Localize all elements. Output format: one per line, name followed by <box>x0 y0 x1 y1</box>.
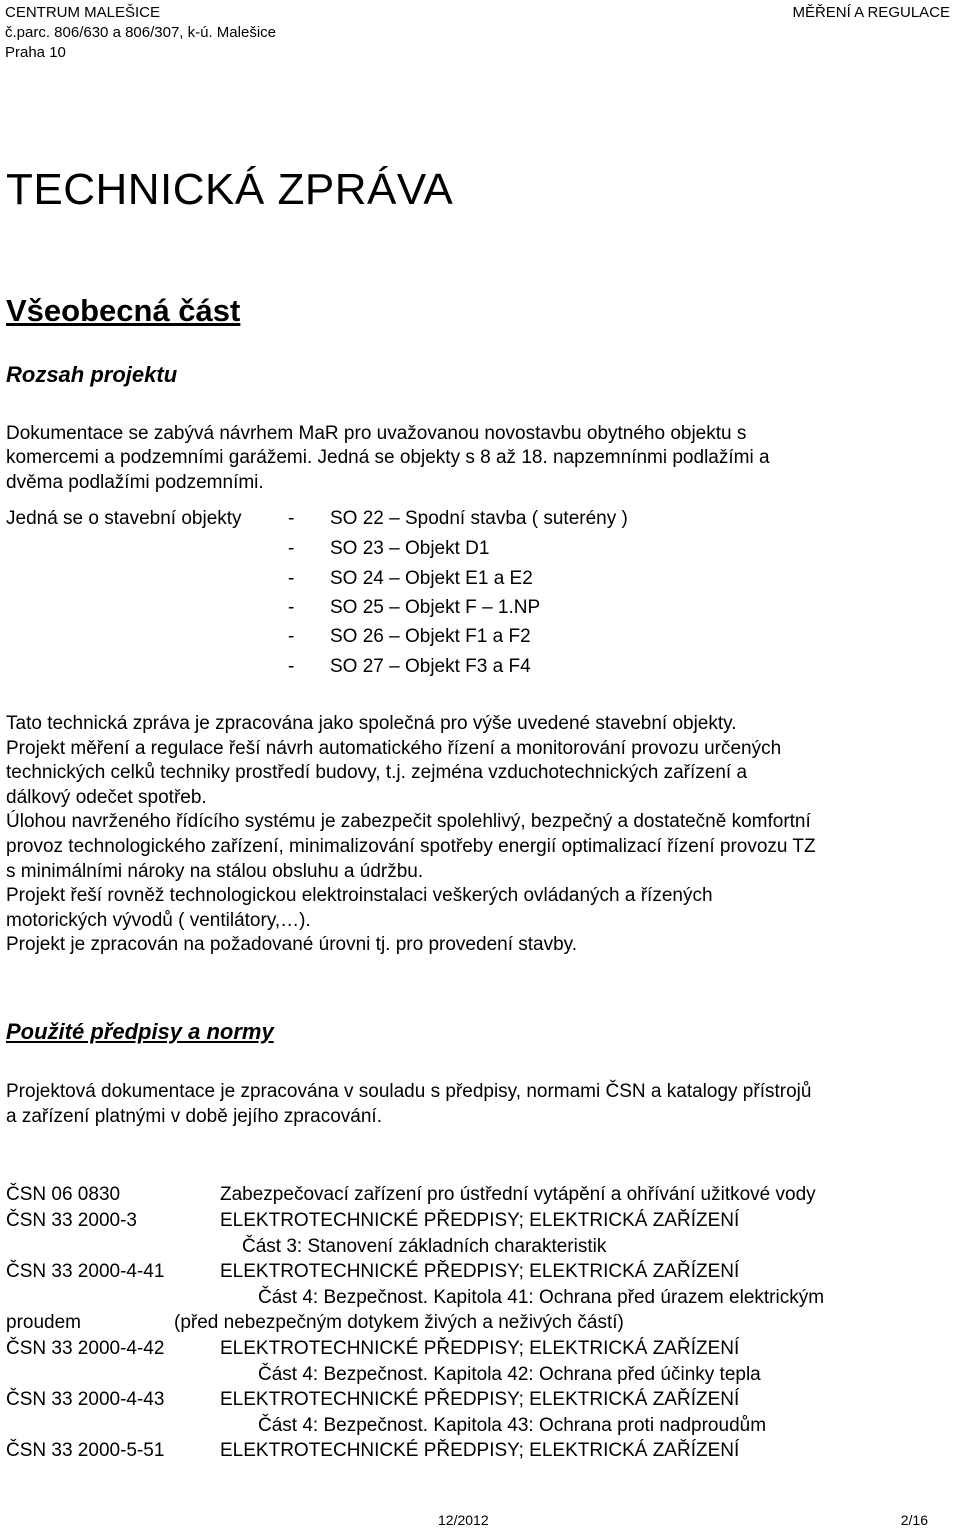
list-item <box>288 508 688 532</box>
object-label: SO 23 – Objekt D1 <box>330 538 490 559</box>
body-line: dálkový odečet spotřeb. <box>6 786 207 808</box>
standard-detail-continuation: proudem <box>6 1312 81 1333</box>
object-label: SO 27 – Objekt F3 a F4 <box>330 656 531 677</box>
standard-code: ČSN 33 2000-3 <box>6 1210 137 1231</box>
page-number: 2/16 <box>900 1512 928 1528</box>
list-dash: - <box>288 656 295 677</box>
standard-detail: Část 4: Bezpečnost. Kapitola 41: Ochrana před úrazem elektrickým <box>258 1287 825 1308</box>
body-line: motorických vývodů ( ventilátory,…). <box>6 909 311 931</box>
object-label: SO 26 – Objekt F1 a F2 <box>330 626 531 647</box>
list-item <box>288 597 688 621</box>
list-dash: - <box>288 626 295 647</box>
standard-title: ELEKTROTECHNICKÉ PŘEDPISY; ELEKTRICKÁ ZAŘÍZENÍ <box>220 1440 740 1461</box>
standard-code: ČSN 33 2000-4-43 <box>6 1389 165 1410</box>
scope-intro-line: Dokumentace se zabývá návrhem MaR pro uvažovanou novostavbu obytného objektu s <box>6 423 747 444</box>
list-dash: - <box>288 508 295 529</box>
list-dash: - <box>288 597 295 618</box>
footer-date: 12/2012 <box>438 1512 489 1528</box>
object-label: SO 24 – Objekt E1 a E2 <box>330 568 533 589</box>
scope-intro-line: dvěma podlažími podzemními. <box>6 472 264 493</box>
scope-heading: Rozsah projektu <box>6 362 178 387</box>
header-city: Praha 10 <box>5 44 66 61</box>
scope-body <box>6 712 816 958</box>
list-item <box>288 538 688 562</box>
standard-title: ELEKTROTECHNICKÉ PŘEDPISY; ELEKTRICKÁ ZAŘÍZENÍ <box>220 1261 740 1282</box>
body-line: Tato technická zpráva je zpracována jako společná pro výše uvedené stavební objekty. <box>6 713 737 734</box>
body-line: technických celků techniky prostředí budovy, t.j. zejména vzduchotechnických zařízení a <box>6 762 748 784</box>
object-label: SO 22 – Spodní stavba ( suterény ) <box>330 508 628 529</box>
list-item <box>288 568 688 592</box>
norms-intro-line: a zařízení platnými v době jejího zpracování. <box>6 1106 382 1127</box>
header-parcel: č.parc. 806/630 a 806/307, k-ú. Malešice <box>5 24 276 41</box>
body-line: provoz technologického zařízení, minimalizování spotřeby energií optimalizací řízení provozu TZ <box>6 835 816 857</box>
standard-code: ČSN 33 2000-5-51 <box>6 1440 165 1461</box>
list-dash: - <box>288 568 295 589</box>
body-line: Projekt je zpracován na požadované úrovni tj. pro provedení stavby. <box>6 934 578 956</box>
body-line: s minimálními nároky na stálou obsluhu a údržbu. <box>6 860 424 882</box>
standard-title: ELEKTROTECHNICKÉ PŘEDPISY; ELEKTRICKÁ ZAŘÍZENÍ <box>220 1210 740 1231</box>
standard-detail: Část 4: Bezpečnost. Kapitola 42: Ochrana před účinky tepla <box>258 1364 761 1385</box>
standard-code: ČSN 33 2000-4-42 <box>6 1338 165 1359</box>
objects-list <box>288 508 688 678</box>
header-discipline: MĚŘENÍ A REGULACE <box>792 4 950 21</box>
body-line: Projekt měření a regulace řeší návrh automatického řízení a monitorování provozu určených <box>6 737 782 759</box>
body-line: Projekt řeší rovněž technologickou elektroinstalaci veškerých ovládaných a řízených <box>6 885 713 907</box>
standard-code: ČSN 06 0830 <box>6 1184 121 1205</box>
object-label: SO 25 – Objekt F – 1.NP <box>330 597 541 618</box>
standard-title: ELEKTROTECHNICKÉ PŘEDPISY; ELEKTRICKÁ ZAŘÍZENÍ <box>220 1338 740 1359</box>
header-project-name: CENTRUM MALEŠICE <box>5 4 161 21</box>
page-title: TECHNICKÁ ZPRÁVA <box>6 165 454 214</box>
norms-heading: Použité předpisy a normy <box>6 1019 274 1044</box>
list-dash: - <box>288 538 295 559</box>
standard-detail: Část 4: Bezpečnost. Kapitola 43: Ochrana proti nadproudům <box>258 1415 767 1436</box>
standard-title: Zabezpečovací zařízení pro ústřední vytápění a ohřívání užitkové vody <box>220 1184 816 1205</box>
body-line: Úlohou navrženého řídícího systému je zabezpečit spolehlivý, bezpečný a dostatečně komfortní <box>6 811 811 833</box>
list-item <box>288 626 688 650</box>
objects-lead: Jedná se o stavební objekty <box>6 508 242 529</box>
standard-code: ČSN 33 2000-4-41 <box>6 1261 165 1282</box>
section-title: Všeobecná část <box>6 293 241 328</box>
scope-intro-line: komercemi a podzemními garážemi. Jedná se objekty s 8 až 18. napzemnínmi podlažími a <box>6 447 770 468</box>
list-item <box>288 656 688 680</box>
standard-detail-continuation: (před nebezpečným dotykem živých a neživých částí) <box>174 1312 624 1333</box>
norms-intro-line: Projektová dokumentace je zpracována v souladu s předpisy, normami ČSN a katalogy přístrojů <box>6 1081 812 1102</box>
standard-title: ELEKTROTECHNICKÉ PŘEDPISY; ELEKTRICKÁ ZAŘÍZENÍ <box>220 1389 740 1410</box>
standard-detail: Část 3: Stanovení základních charakteristik <box>242 1236 607 1257</box>
